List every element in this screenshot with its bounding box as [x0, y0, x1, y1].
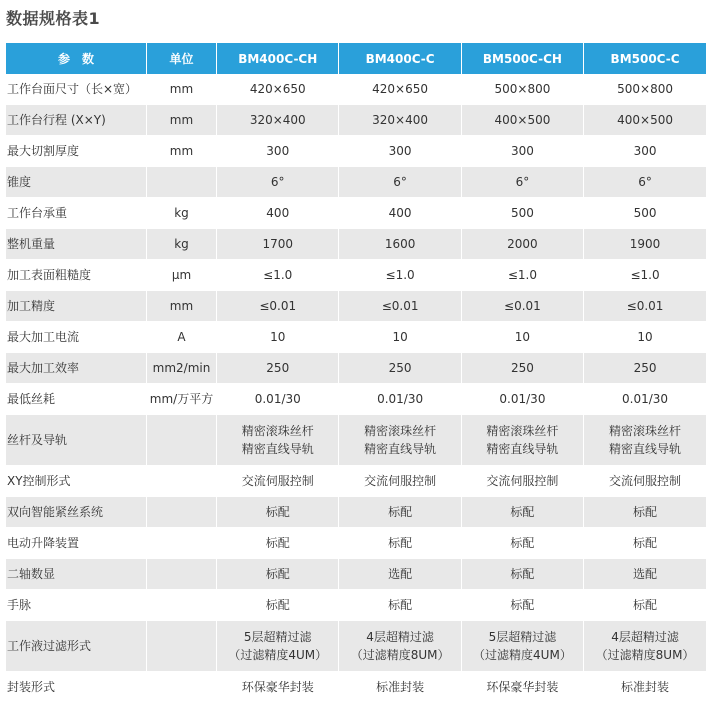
param-value: 标准封装 — [339, 672, 461, 703]
param-name: 二轴数显 — [6, 559, 146, 590]
param-name: 锥度 — [6, 167, 146, 198]
param-unit: mm — [146, 291, 216, 322]
param-value: 500 — [584, 198, 706, 229]
param-value-line: （过滤精度4UM） — [473, 648, 572, 662]
header-unit: 单位 — [146, 43, 216, 74]
param-value: 250 — [461, 353, 583, 384]
param-value: ≤0.01 — [461, 291, 583, 322]
param-value: 6° — [584, 167, 706, 198]
table-row — [6, 291, 706, 322]
param-name: 手脉 — [6, 590, 146, 621]
param-unit — [146, 621, 216, 672]
param-value: 400 — [339, 198, 461, 229]
table-row — [6, 621, 706, 672]
param-value: 400×500 — [461, 105, 583, 136]
table-row — [6, 590, 706, 621]
param-unit — [146, 167, 216, 198]
param-value: 1900 — [584, 229, 706, 260]
param-value: 标配 — [584, 497, 706, 528]
param-value: 1600 — [339, 229, 461, 260]
param-name: 最大加工效率 — [6, 353, 146, 384]
param-value: 6° — [339, 167, 461, 198]
param-unit: kg — [146, 229, 216, 260]
param-name: 双向智能紧丝系统 — [6, 497, 146, 528]
param-value-line: 精密滚珠丝杆 — [241, 424, 314, 438]
param-value: 标准封装 — [584, 672, 706, 703]
param-name: XY控制形式 — [6, 466, 146, 497]
param-value: 环保豪华封装 — [461, 672, 583, 703]
param-value: 300 — [461, 136, 583, 167]
param-value: 420×650 — [339, 74, 461, 105]
param-value: 500×800 — [584, 74, 706, 105]
param-value: 1700 — [217, 229, 339, 260]
param-value: 10 — [217, 322, 339, 353]
page-title: 数据规格表1 — [6, 9, 101, 28]
table-row — [6, 322, 706, 353]
param-value: 标配 — [217, 559, 339, 590]
param-value — [217, 621, 339, 672]
param-value-line: 5层超精过滤 — [243, 630, 312, 644]
param-value: 标配 — [461, 497, 583, 528]
param-unit — [146, 466, 216, 497]
param-value: 选配 — [339, 559, 461, 590]
param-value: 300 — [339, 136, 461, 167]
param-value: 10 — [461, 322, 583, 353]
param-value: ≤1.0 — [584, 260, 706, 291]
param-value — [461, 621, 583, 672]
param-value-line: 精密直线导轨 — [241, 442, 314, 456]
param-unit — [146, 590, 216, 621]
param-value: 0.01/30 — [584, 384, 706, 415]
param-value: 400 — [217, 198, 339, 229]
param-value: 标配 — [339, 590, 461, 621]
table-row — [6, 136, 706, 167]
param-unit — [146, 672, 216, 703]
param-value-line: 精密滚珠丝杆 — [609, 424, 682, 438]
param-value: 500×800 — [461, 74, 583, 105]
param-value: 300 — [217, 136, 339, 167]
param-value: 交流伺服控制 — [339, 466, 461, 497]
param-unit: kg — [146, 198, 216, 229]
param-value: 标配 — [339, 528, 461, 559]
param-value: 标配 — [584, 528, 706, 559]
param-value: 500 — [461, 198, 583, 229]
param-name: 加工表面粗糙度 — [6, 260, 146, 291]
param-value: 标配 — [461, 590, 583, 621]
param-value: 标配 — [461, 559, 583, 590]
param-value: 420×650 — [217, 74, 339, 105]
table-row — [6, 105, 706, 136]
table-row — [6, 559, 706, 590]
header-model-2: BM400C-C — [339, 43, 461, 74]
table-row — [6, 229, 706, 260]
param-value: ≤0.01 — [217, 291, 339, 322]
param-value: 0.01/30 — [339, 384, 461, 415]
param-value: ≤0.01 — [339, 291, 461, 322]
param-value: 标配 — [339, 497, 461, 528]
param-value: 标配 — [461, 528, 583, 559]
param-value: 选配 — [584, 559, 706, 590]
param-name: 丝杆及导轨 — [6, 415, 146, 466]
param-value-line: 精密直线导轨 — [609, 442, 682, 456]
header-model-3: BM500C-CH — [461, 43, 583, 74]
param-value: 250 — [217, 353, 339, 384]
param-value: 6° — [461, 167, 583, 198]
param-name: 整机重量 — [6, 229, 146, 260]
param-unit — [146, 415, 216, 466]
param-value-line: 精密直线导轨 — [364, 442, 437, 456]
param-value: 交流伺服控制 — [461, 466, 583, 497]
param-unit: mm — [146, 74, 216, 105]
param-name: 工作台面尺寸（长×宽） — [6, 74, 146, 105]
param-unit: mm — [146, 105, 216, 136]
param-value-line: 精密直线导轨 — [486, 442, 559, 456]
param-name: 最大切割厚度 — [6, 136, 146, 167]
param-value-line: 精密滚珠丝杆 — [364, 424, 437, 438]
table-row — [6, 466, 706, 497]
param-value-line: 5层超精过滤 — [488, 630, 557, 644]
header-model-1: BM400C-CH — [217, 43, 339, 74]
param-unit: mm — [146, 136, 216, 167]
param-value: 0.01/30 — [461, 384, 583, 415]
param-value: 标配 — [584, 590, 706, 621]
table-row — [6, 198, 706, 229]
param-value: 250 — [339, 353, 461, 384]
param-value: 0.01/30 — [217, 384, 339, 415]
spec-table — [6, 43, 706, 703]
param-value: 2000 — [461, 229, 583, 260]
param-unit: mm/万平方 — [146, 384, 216, 415]
table-row — [6, 528, 706, 559]
table-row — [6, 415, 706, 466]
table-row — [6, 353, 706, 384]
param-value-line: 4层超精过滤 — [611, 630, 679, 644]
param-name: 加工精度 — [6, 291, 146, 322]
param-name: 工作台承重 — [6, 198, 146, 229]
param-value: 环保豪华封装 — [217, 672, 339, 703]
param-value-line: （过滤精度4UM） — [228, 648, 328, 662]
header-model-4: BM500C-C — [584, 43, 706, 74]
param-value: 320×400 — [339, 105, 461, 136]
param-name: 最大加工电流 — [6, 322, 146, 353]
header-param: 参 数 — [6, 43, 146, 74]
param-value — [584, 415, 706, 466]
param-value: ≤1.0 — [461, 260, 583, 291]
param-value-line: 4层超精过滤 — [366, 630, 434, 644]
param-value: ≤1.0 — [339, 260, 461, 291]
param-value — [339, 415, 461, 466]
param-value — [584, 621, 706, 672]
param-value: ≤0.01 — [584, 291, 706, 322]
param-value: 标配 — [217, 590, 339, 621]
param-value: 320×400 — [217, 105, 339, 136]
param-unit: A — [146, 322, 216, 353]
param-name: 最低丝耗 — [6, 384, 146, 415]
param-value-line: （过滤精度8UM） — [595, 648, 695, 662]
param-value: 交流伺服控制 — [584, 466, 706, 497]
table-row — [6, 384, 706, 415]
param-value-line: （过滤精度8UM） — [350, 648, 450, 662]
param-value: 标配 — [217, 497, 339, 528]
param-value: 400×500 — [584, 105, 706, 136]
table-row — [6, 74, 706, 105]
param-value — [339, 621, 461, 672]
param-unit — [146, 528, 216, 559]
param-unit: mm2/min — [146, 353, 216, 384]
table-row — [6, 260, 706, 291]
param-unit — [146, 559, 216, 590]
param-unit — [146, 497, 216, 528]
table-header-row — [6, 43, 706, 74]
param-value: 250 — [584, 353, 706, 384]
param-value: 300 — [584, 136, 706, 167]
param-name: 工作台行程 (X×Y) — [6, 105, 146, 136]
table-row — [6, 672, 706, 703]
table-row — [6, 167, 706, 198]
param-name: 封装形式 — [6, 672, 146, 703]
param-unit: μm — [146, 260, 216, 291]
param-value — [461, 415, 583, 466]
param-value: 交流伺服控制 — [217, 466, 339, 497]
param-value-line: 精密滚珠丝杆 — [486, 424, 559, 438]
table-row — [6, 497, 706, 528]
param-value: 10 — [339, 322, 461, 353]
param-value: 10 — [584, 322, 706, 353]
param-value: 6° — [217, 167, 339, 198]
param-name: 电动升降装置 — [6, 528, 146, 559]
param-value: 标配 — [217, 528, 339, 559]
param-name: 工作液过滤形式 — [6, 621, 146, 672]
param-value: ≤1.0 — [217, 260, 339, 291]
param-value — [217, 415, 339, 466]
